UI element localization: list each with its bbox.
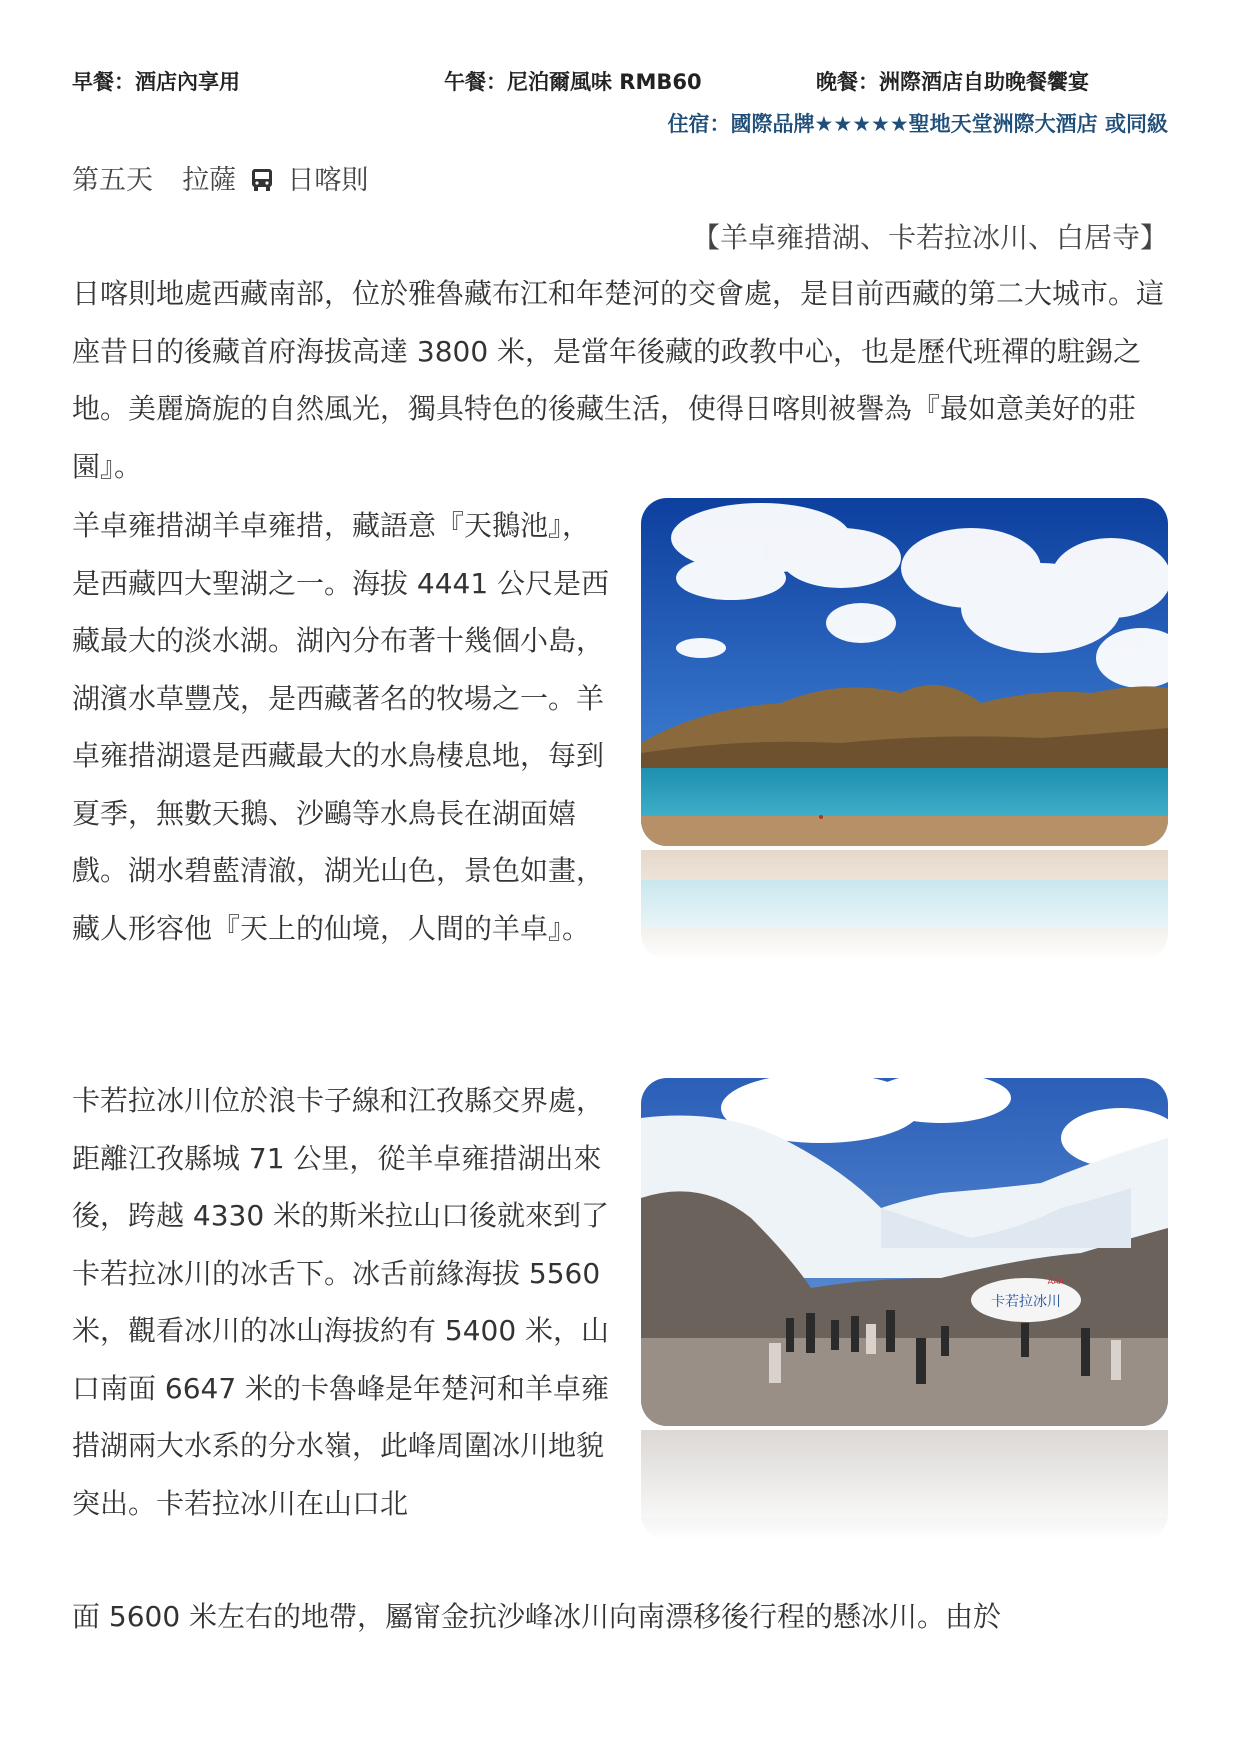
bus-icon (251, 168, 273, 192)
continuation-paragraph: 面 5600 米左右的地帶，屬甯金抗沙峰冰川向南漂移後行程的懸冰川。由於 (72, 1600, 1002, 1633)
glacier-paragraph: 卡若拉冰川位於浪卡子線和江孜縣交界處，距離江孜縣城 71 公里，從羊卓雍措湖出來後，跨越 4330 米的斯米拉山口後就來到了卡若拉冰川的冰舌下。冰舌前緣海拔 5560 米，觀看冰川的冰山海拔約有 5400 米，山口南面 6647 米的卡魯峰是年楚河和羊卓雍措湖兩大水系的分水嶺，此峰周圍冰川地貌突出。卡若拉冰川在山口北 (72, 1084, 610, 1520)
dinner-text: 晚餐：洲際酒店自助晚餐饗宴 (816, 70, 1089, 94)
lake-image (641, 498, 1168, 846)
glacier-photo (641, 1078, 1168, 1540)
meals-row (72, 66, 1168, 100)
day-number: 第五天 (72, 165, 153, 196)
day-title (72, 158, 368, 197)
day-from: 拉薩 (182, 165, 237, 196)
lake-paragraph: 羊卓雍措湖羊卓雍措，藏語意『天鵝池』，是西藏四大聖湖之一。海拔 4441 公尺是西藏最大的淡水湖。湖內分布著十幾個小島，湖濱水草豐茂，是西藏著名的牧場之一。羊卓雍措湖還是西藏最大的水鳥棲息地，每到夏季，無數天鵝、沙鷗等水鳥長在湖面嬉戲。湖水碧藍清澈，湖光山色，景色如畫，藏人形容他『天上的仙境，人間的羊卓』。 (72, 509, 610, 945)
lunch-text: 午餐：尼泊爾風味 RMB60 (444, 70, 702, 94)
glacier-sign-rating: AAA (1047, 1277, 1065, 1286)
hotel-text: 住宿：國際品牌★★★★★聖地天堂洲際大酒店 或同級 (667, 112, 1168, 136)
day-to: 日喀則 (287, 165, 369, 196)
lake-image-reflection (641, 850, 1168, 960)
intro-paragraph: 日喀則地處西藏南部，位於雅魯藏布江和年楚河的交會處，是目前西藏的第二大城市。這座昔日的後藏首府海拔高達 3800 米，是當年後藏的政教中心，也是歷代班禪的駐錫之地。美麗旖旎的自然風光，獨具特色的後藏生活，使得日喀則被譽為『最如意美好的莊園』。 (72, 277, 1165, 483)
glacier-sign-text: 卡若拉冰川 (991, 1294, 1061, 1310)
glacier-image-reflection (641, 1430, 1168, 1540)
glacier-image (641, 1078, 1168, 1426)
sights-list: 【羊卓雍措湖、卡若拉冰川、白居寺】 (691, 221, 1168, 254)
lake-photo (641, 498, 1168, 960)
breakfast-text: 早餐：酒店內享用 (72, 70, 240, 94)
